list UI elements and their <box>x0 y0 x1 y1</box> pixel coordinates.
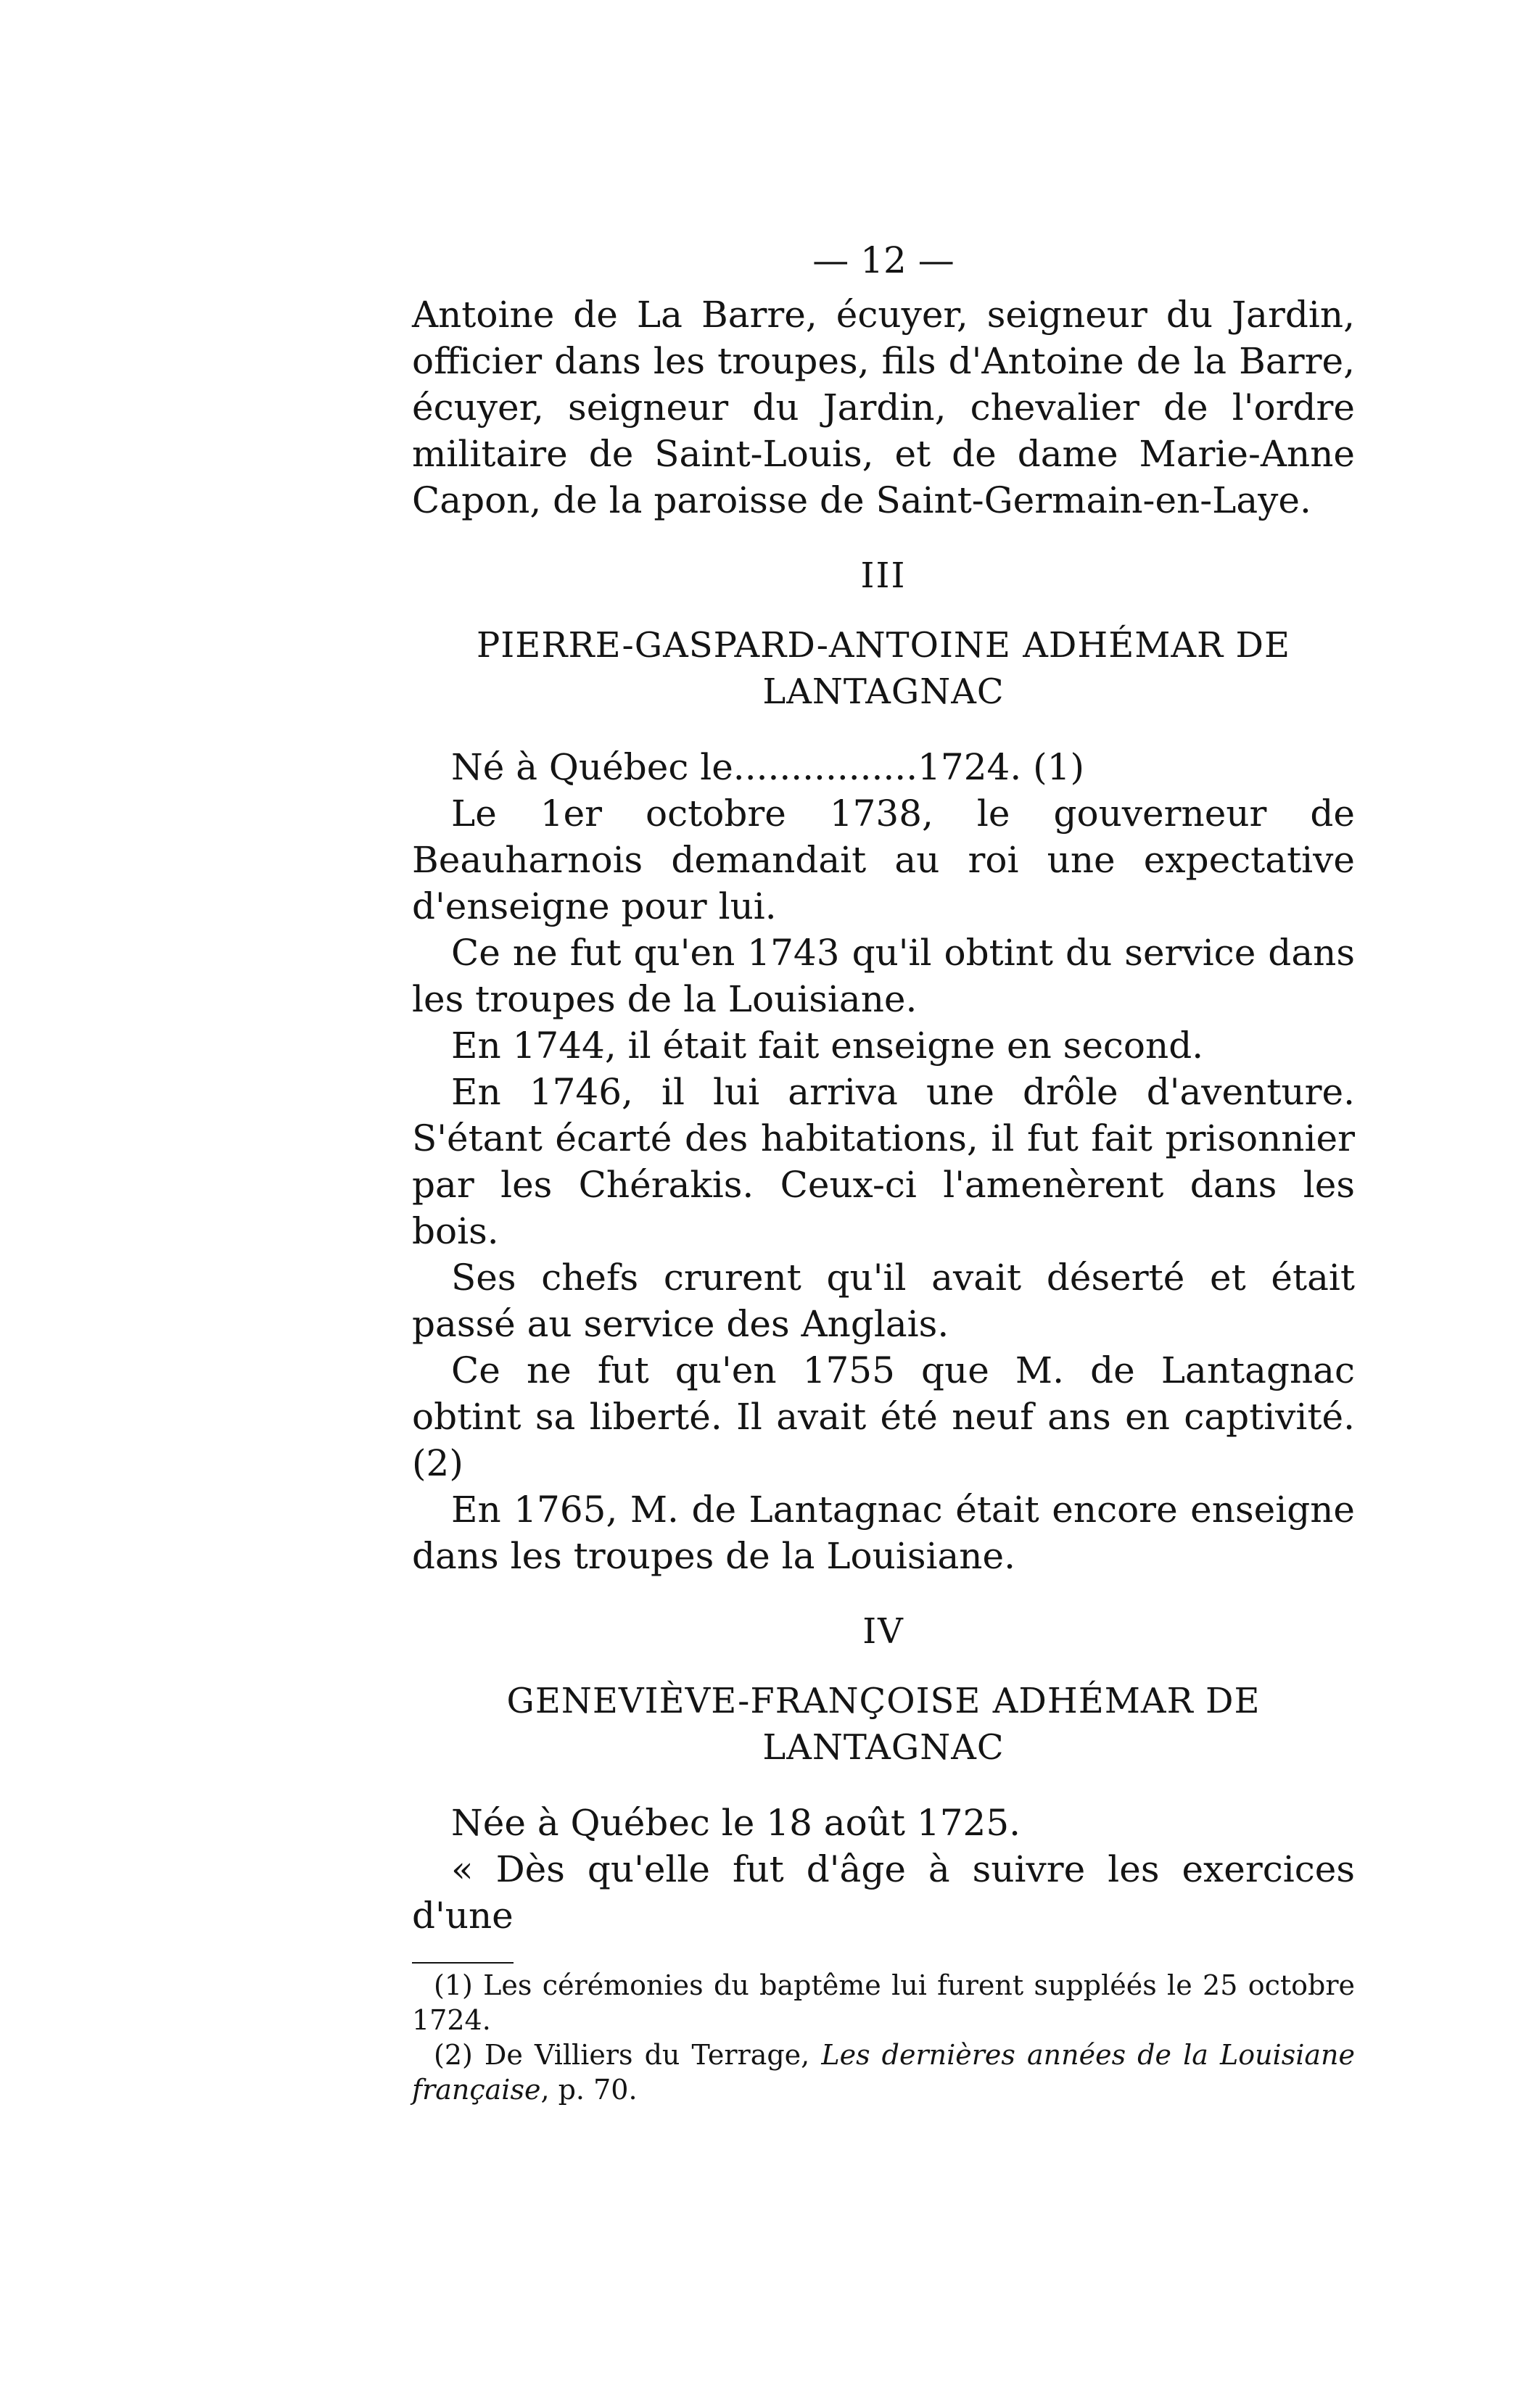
footnote-1: (1) Les cérémonies du baptême lui furent suppléés le 25 octobre 1724. <box>412 1969 1355 2036</box>
opening-paragraph: Antoine de La Barre, écuyer, seigneur du Jardin, officier dans les troupes, fils d'Antoine de la Barre, écuyer, seigneur du Jardin, chevalier de l'ordre militaire de Saint-Louis, et de dame Marie-Anne Capon, de la paroisse de Saint-Germain-en-Laye. <box>412 294 1355 521</box>
heading-line: PIERRE-GASPARD-ANTOINE ADHÉMAR DE <box>477 625 1290 666</box>
section-heading-iii <box>412 622 1355 715</box>
footnote-rule <box>412 1962 514 1964</box>
section-numeral-iii: III <box>860 555 907 596</box>
heading-line: LANTAGNAC <box>762 1727 1005 1768</box>
paragraph: En 1746, il lui arriva une drôle d'aventure. S'étant écarté des habitations, il fut fait prisonnier par les Chérakis. Ceux-ci l'amenèrent dans les bois. <box>412 1071 1355 1252</box>
paragraph: Le 1er octobre 1738, le gouverneur de Beauharnois demandait au roi une expectative d'enseigne pour lui. <box>412 793 1355 927</box>
paragraph: En 1765, M. de Lantagnac était encore enseigne dans les troupes de la Louisiane. <box>412 1489 1355 1577</box>
paragraph: En 1744, il était fait enseigne en second. <box>451 1025 1204 1067</box>
paragraph: « Dès qu'elle fut d'âge à suivre les exercices d'une <box>412 1848 1355 1937</box>
section-heading-iv <box>412 1678 1355 1771</box>
paragraph: Ses chefs crurent qu'il avait déserté et était passé au service des Anglais. <box>412 1257 1355 1345</box>
book-page <box>412 239 1355 2107</box>
page-number: — 12 — <box>812 239 955 281</box>
footnote-2-title: Les dernières années de la Louisiane française <box>412 2039 1355 2106</box>
section-numeral-iv: IV <box>862 1611 904 1652</box>
footnote-2 <box>412 2037 1355 2107</box>
paragraph: Née à Québec le 18 août 1725. <box>451 1802 1021 1844</box>
heading-line: GENEVIÈVE-FRANÇOISE ADHÉMAR DE <box>506 1681 1261 1721</box>
paragraph: Ce ne fut qu'en 1755 que M. de Lantagnac obtint sa liberté. Il avait été neuf ans en captivité. (2) <box>412 1349 1355 1484</box>
paragraph: Né à Québec le................1724. (1) <box>451 746 1084 788</box>
heading-line: LANTAGNAC <box>762 671 1005 712</box>
paragraph: Ce ne fut qu'en 1743 qu'il obtint du service dans les troupes de la Louisiane. <box>412 932 1355 1020</box>
footnote-2-prefix: (2) De Villiers du Terrage, <box>434 2039 822 2071</box>
footnote-2-suffix: , p. 70. <box>540 2074 638 2106</box>
